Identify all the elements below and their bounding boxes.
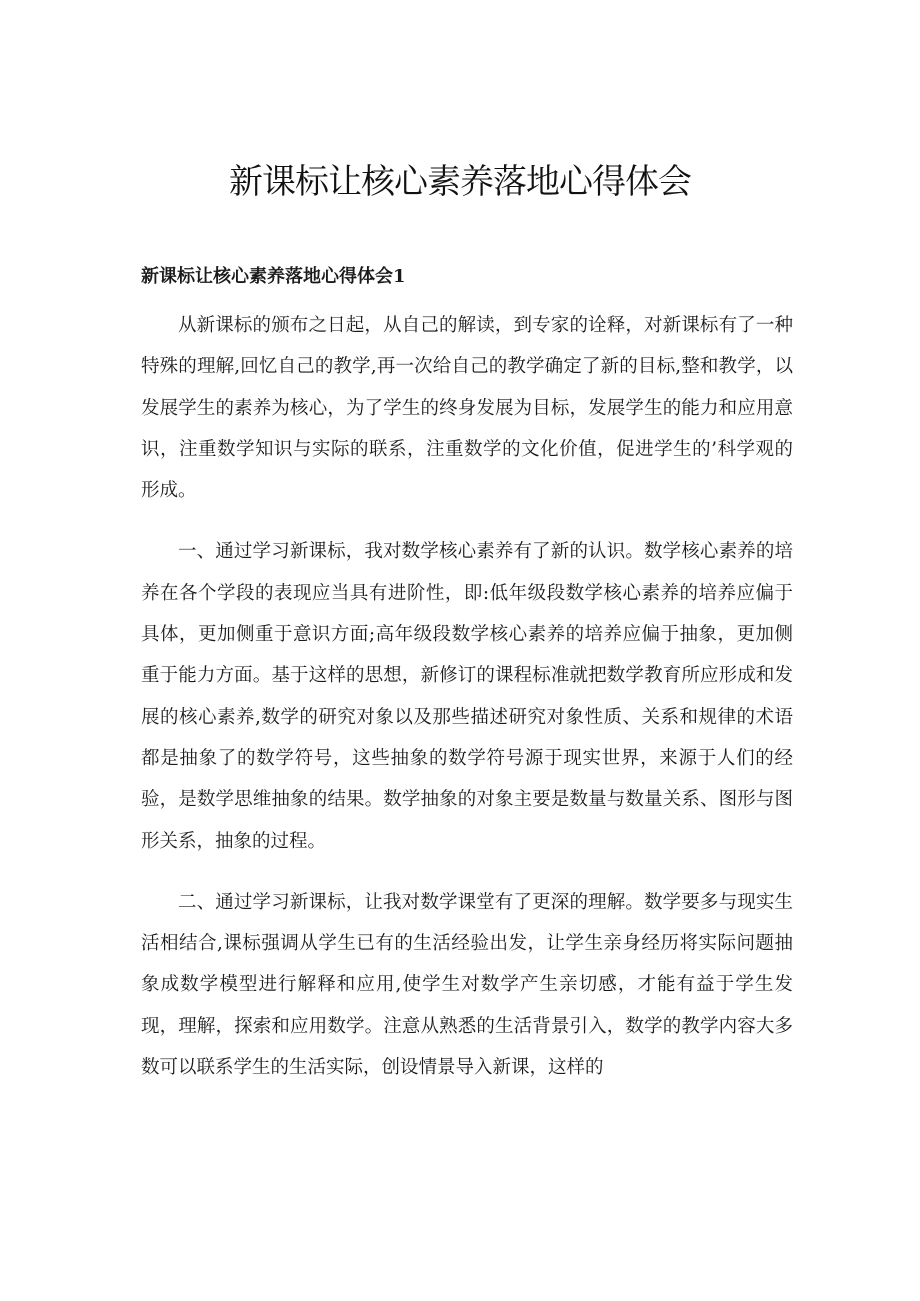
document-body — [141, 305, 793, 1088]
section-heading: 新课标让核心素养落地心得体会1 — [141, 266, 406, 287]
document-title: 新课标让核心素养落地心得体会 — [229, 162, 691, 202]
paragraph-intro: 从新课标的颁布之日起，从自己的解读，到专家的诠释，对新课标有了一种特殊的理解,回忆自己的教学,再一次给自己的教学确定了新的目标,整和教学，以发展学生的素养为核心，为了学生的终身发展为目标，发展学生的能力和应用意识，注重数学知识与实际的联系，注重数学的文化价值，促进学生的’科学观的形成。 — [141, 315, 793, 502]
paragraph-point-two: 二、通过学习新课标，让我对数学课堂有了更深的理解。数学要多与现实生活相结合,课标强调从学生已有的生活经验出发，让学生亲身经历将实际问题抽象成数学模型进行解释和应用,使学生对数学产生亲切感，才能有益于学生发现，理解，探索和应用数学。注意从熟悉的生活背景引入，数学的教学内容大多数可以联系学生的生活实际，创设情景导入新课，这样的 — [141, 891, 793, 1079]
paragraph-point-one: 一、通过学习新课标，我对数学核心素养有了新的认识。数学核心素养的培养在各个学段的表现应当具有进阶性，即:低年级段数学核心素养的培养应偏于具体，更加侧重于意识方面;高年级段数学核心素养的培养应偏于抽象，更加侧重于能力方面。基于这样的思想，新修订的课程标准就把数学教育所应形成和发展的核心素养,数学的研究对象以及那些描述研究对象性质、关系和规律的术语都是抽象了的数学符号，这些抽象的数学符号源于现实世界，来源于人们的经验，是数学思维抽象的结果。数学抽象的对象主要是数量与数量关系、图形与图形关系，抽象的过程。 — [141, 541, 793, 852]
